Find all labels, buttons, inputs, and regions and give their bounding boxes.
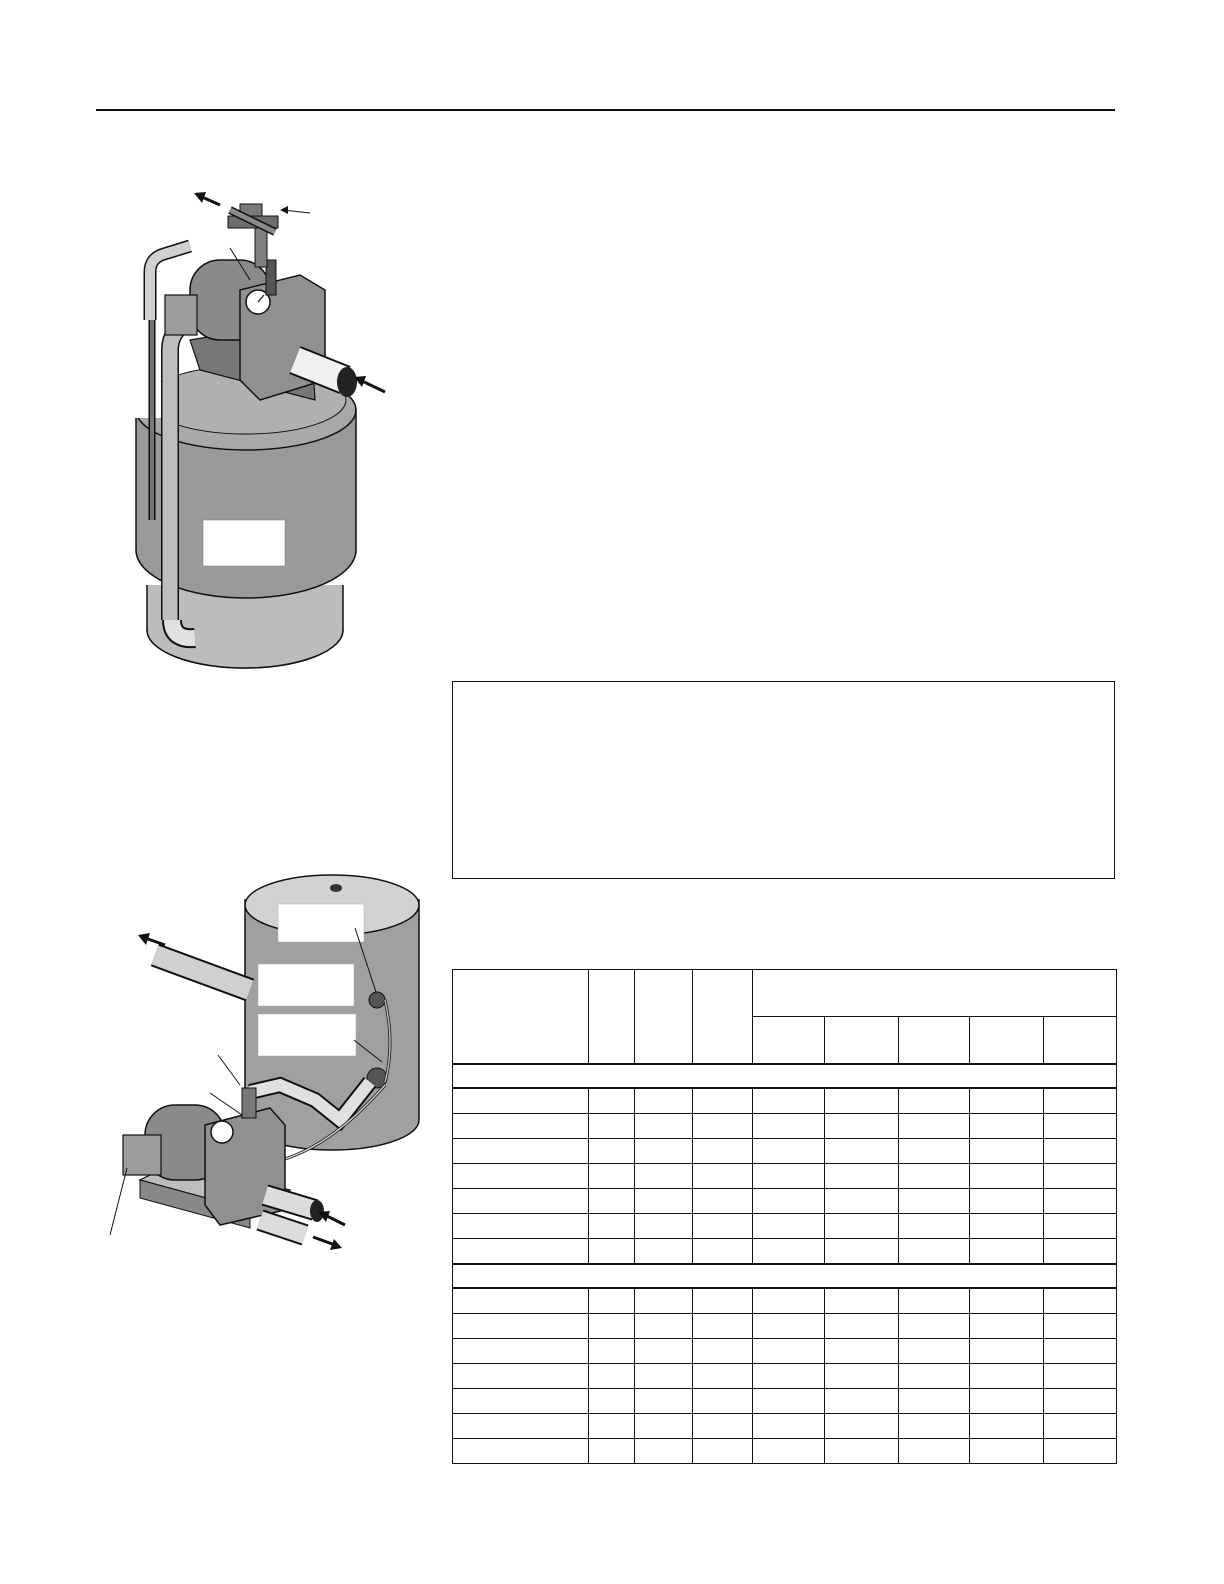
tank-label-box [203, 520, 285, 566]
table-cell [970, 1114, 1044, 1139]
table-cell [1044, 1189, 1117, 1214]
table-cell [753, 1314, 825, 1339]
table-cell [1044, 1088, 1117, 1114]
table-cell [1044, 1114, 1117, 1139]
table-cell [453, 1288, 589, 1314]
table-cell [693, 1314, 753, 1339]
table-cell [899, 1414, 970, 1439]
table-cell [453, 1088, 589, 1114]
table-cell [693, 1189, 753, 1214]
table-cell [453, 1214, 589, 1239]
pressure-switch-icon [165, 295, 197, 335]
table-cell [899, 1239, 970, 1265]
table-cell [589, 1164, 635, 1189]
table-cell [753, 1239, 825, 1265]
table-cell [825, 1288, 899, 1314]
table-cell [693, 1164, 753, 1189]
table-cell [970, 1088, 1044, 1114]
table-cell [899, 1088, 970, 1114]
header-cell [635, 970, 693, 1065]
table-cell [453, 1314, 589, 1339]
header-subcell [970, 1017, 1044, 1065]
table-cell [753, 1114, 825, 1139]
table-cell [753, 1389, 825, 1414]
table-cell [970, 1189, 1044, 1214]
table-cell [825, 1164, 899, 1189]
table-cell [589, 1439, 635, 1464]
table-cell [970, 1239, 1044, 1265]
table-row [453, 1214, 1117, 1239]
table-cell [1044, 1214, 1117, 1239]
table-cell [589, 1139, 635, 1164]
table-cell [693, 1389, 753, 1414]
table-cell [899, 1214, 970, 1239]
table-cell [589, 1414, 635, 1439]
tank-label-box-3 [258, 1014, 356, 1056]
table-cell [693, 1439, 753, 1464]
table-cell [825, 1314, 899, 1339]
valve-leader-1 [218, 1055, 240, 1085]
table-cell [970, 1414, 1044, 1439]
arrow-return-icon [313, 1237, 335, 1245]
header-group-cell [753, 970, 1117, 1017]
table-cell [825, 1239, 899, 1265]
table-cell [753, 1439, 825, 1464]
table-cell [899, 1339, 970, 1364]
table-cell [753, 1214, 825, 1239]
table-row [453, 1139, 1117, 1164]
table-cell [825, 1389, 899, 1414]
table-cell [589, 1364, 635, 1389]
table-cell [753, 1139, 825, 1164]
table-cell [753, 1189, 825, 1214]
table-cell [825, 1088, 899, 1114]
table-cell [635, 1314, 693, 1339]
table-cell [899, 1314, 970, 1339]
table-cell [753, 1339, 825, 1364]
header-cell [589, 970, 635, 1065]
table-cell [635, 1214, 693, 1239]
table-cell [589, 1214, 635, 1239]
table-cell [825, 1189, 899, 1214]
table-row [453, 1288, 1117, 1314]
pressure-gauge-icon [211, 1121, 233, 1143]
header-subcell [899, 1017, 970, 1065]
table-cell [453, 1364, 589, 1389]
table-cell [693, 1139, 753, 1164]
table-cell [825, 1114, 899, 1139]
table-cell [970, 1139, 1044, 1164]
table-cell [693, 1339, 753, 1364]
table-cell [635, 1189, 693, 1214]
table-cell [753, 1088, 825, 1114]
table-cell [453, 1239, 589, 1265]
table-cell [1044, 1288, 1117, 1314]
table-cell [899, 1364, 970, 1389]
header-subcell [825, 1017, 899, 1065]
header-rule [96, 109, 1115, 111]
table-cell [899, 1139, 970, 1164]
table-cell [635, 1364, 693, 1389]
table-cell [970, 1339, 1044, 1364]
table-cell [753, 1364, 825, 1389]
table-cell [589, 1314, 635, 1339]
table-row [453, 1389, 1117, 1414]
table-cell [635, 1439, 693, 1464]
pump-on-tank-illustration [100, 180, 410, 680]
table-cell [753, 1288, 825, 1314]
table-cell [589, 1339, 635, 1364]
table-cell [635, 1288, 693, 1314]
table-cell [589, 1189, 635, 1214]
table-cell [970, 1164, 1044, 1189]
table-cell [453, 1139, 589, 1164]
table-cell [693, 1114, 753, 1139]
table-cell [825, 1214, 899, 1239]
table-cell [1044, 1439, 1117, 1464]
table-cell [1044, 1314, 1117, 1339]
table-cell [453, 1389, 589, 1414]
table-cell [453, 1114, 589, 1139]
tank-label-box-1 [278, 904, 364, 942]
table-cell [970, 1389, 1044, 1414]
spec-table [452, 969, 1117, 1464]
table-cell [899, 1288, 970, 1314]
table-cell [825, 1339, 899, 1364]
table-cell [1044, 1239, 1117, 1265]
table-cell [899, 1439, 970, 1464]
table-cell [453, 1164, 589, 1189]
table-cell [899, 1164, 970, 1189]
table-cell [453, 1339, 589, 1364]
table-cell [1044, 1389, 1117, 1414]
table-cell [589, 1088, 635, 1114]
table-cell [970, 1214, 1044, 1239]
arrow-out-icon [145, 938, 165, 945]
section-2-rows [453, 1288, 1117, 1464]
table-cell [635, 1114, 693, 1139]
table-cell [635, 1239, 693, 1265]
header-cell [693, 970, 753, 1065]
pressure-switch-icon [123, 1135, 161, 1175]
table-row [453, 1114, 1117, 1139]
pump-with-separate-tank-illustration [100, 860, 440, 1260]
table-cell [970, 1364, 1044, 1389]
table-cell [635, 1088, 693, 1114]
table-cell [453, 1414, 589, 1439]
table-cell [589, 1114, 635, 1139]
table-cell [899, 1189, 970, 1214]
switch-leader [110, 1168, 127, 1235]
table-row [453, 1439, 1117, 1464]
table-cell [1044, 1364, 1117, 1389]
header-subcell [753, 1017, 825, 1065]
table-cell [693, 1364, 753, 1389]
table-row [453, 1088, 1117, 1114]
table-cell [899, 1389, 970, 1414]
table-cell [1044, 1339, 1117, 1364]
table-cell [899, 1114, 970, 1139]
arrow-out-icon [202, 197, 220, 205]
table-cell [453, 1189, 589, 1214]
table-cell [970, 1288, 1044, 1314]
table-cell [825, 1364, 899, 1389]
table-cell [970, 1439, 1044, 1464]
table-cell [635, 1164, 693, 1189]
table-cell [693, 1088, 753, 1114]
table-row [453, 1164, 1117, 1189]
section-band [453, 1264, 1117, 1288]
table-cell [753, 1164, 825, 1189]
table-cell [453, 1439, 589, 1464]
section-band [453, 1064, 1117, 1088]
table-cell [1044, 1414, 1117, 1439]
table-cell [635, 1414, 693, 1439]
table-row [453, 1314, 1117, 1339]
table-cell [589, 1288, 635, 1314]
table-row [453, 1339, 1117, 1364]
table-cell [753, 1414, 825, 1439]
section-1-rows [453, 1088, 1117, 1264]
table-row [453, 1364, 1117, 1389]
table-cell [1044, 1164, 1117, 1189]
table-cell [693, 1288, 753, 1314]
note-box [452, 681, 1115, 879]
table-cell [693, 1414, 753, 1439]
table-row [453, 1189, 1117, 1214]
header-cell [453, 970, 589, 1065]
table-cell [635, 1139, 693, 1164]
table-cell [825, 1414, 899, 1439]
table-row [453, 1239, 1117, 1265]
table-cell [635, 1339, 693, 1364]
table-cell [825, 1139, 899, 1164]
table-cell [693, 1214, 753, 1239]
valve-icon [242, 1088, 256, 1118]
table-cell [825, 1439, 899, 1464]
table-cell [589, 1239, 635, 1265]
tank-label-box-2 [258, 964, 354, 1006]
table-row [453, 1414, 1117, 1439]
table-cell [1044, 1139, 1117, 1164]
table-cell [589, 1389, 635, 1414]
table-cell [970, 1314, 1044, 1339]
table-cell [635, 1389, 693, 1414]
table-cell [693, 1239, 753, 1265]
header-subcell [1044, 1017, 1117, 1065]
